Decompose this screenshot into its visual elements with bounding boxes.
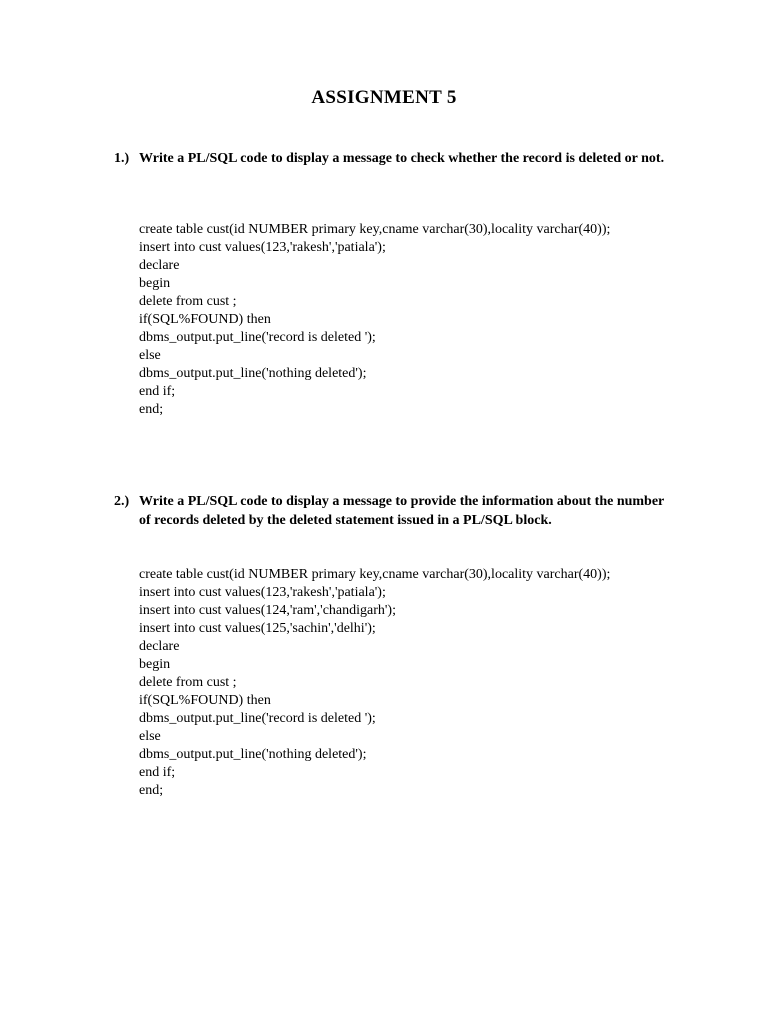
code-line: end if; [139,384,176,399]
question-number: 2.) [114,494,130,509]
code-line: delete from cust ; [139,675,237,690]
code-line: else [139,729,161,744]
code-line: dbms_output.put_line('record is deleted '); [139,711,376,726]
code-line: dbms_output.put_line('record is deleted '); [139,330,376,345]
code-line: end if; [139,765,176,780]
code-line: else [139,348,161,363]
code-line: insert into cust values(125,'sachin','delhi'); [139,621,376,636]
code-line: dbms_output.put_line('nothing deleted'); [139,747,367,762]
code-line: begin [139,657,171,672]
code-line: dbms_output.put_line('nothing deleted'); [139,366,367,381]
code-line: if(SQL%FOUND) then [139,312,271,327]
code-line: begin [139,276,171,291]
code-line: insert into cust values(123,'rakesh','patiala'); [139,240,386,255]
question-number: 1.) [114,151,130,166]
code-line: end; [139,402,164,417]
question-2 [114,492,674,530]
question-1 [114,149,674,168]
code-line: create table cust(id NUMBER primary key,cname varchar(30),locality varchar(40)); [139,222,611,237]
code-block-1 [139,221,739,419]
code-line: declare [139,258,180,273]
question-text: Write a PL/SQL code to display a message to provide the information about the number of records deleted by the deleted statement issued in a PL/SQL block. [139,494,665,528]
code-block-2 [139,566,739,800]
code-line: insert into cust values(124,'ram','chandigarh'); [139,603,396,618]
code-line: create table cust(id NUMBER primary key,cname varchar(30),locality varchar(40)); [139,567,611,582]
question-text: Write a PL/SQL code to display a message to check whether the record is deleted or not. [139,151,665,166]
document-title: ASSIGNMENT 5 [311,87,457,108]
code-line: declare [139,639,180,654]
code-line: insert into cust values(123,'rakesh','patiala'); [139,585,386,600]
code-line: if(SQL%FOUND) then [139,693,271,708]
code-line: delete from cust ; [139,294,237,309]
code-line: end; [139,783,164,798]
